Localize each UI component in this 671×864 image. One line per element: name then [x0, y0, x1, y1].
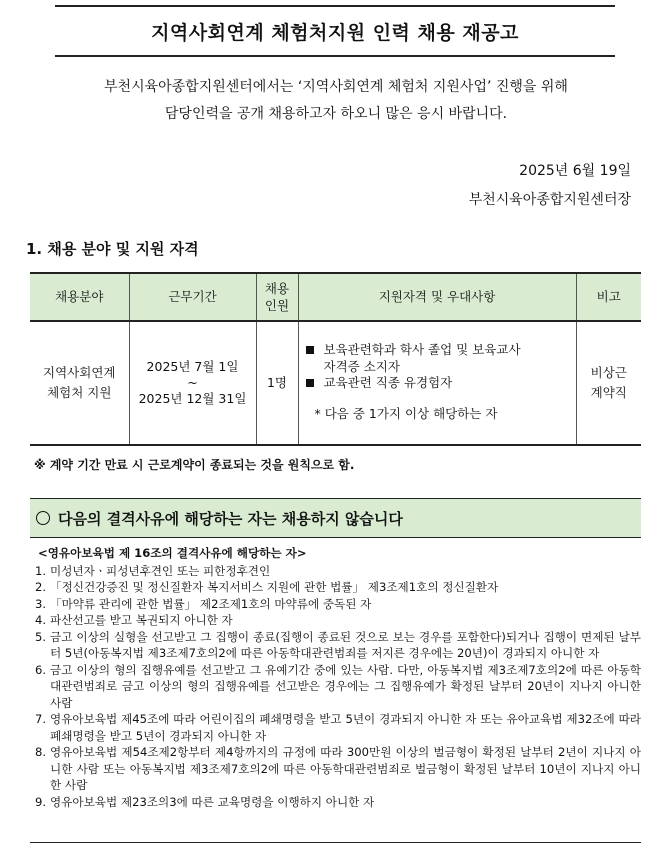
list-item: 4. 파산선고를 받고 복권되지 아니한 자	[34, 613, 233, 627]
qual1-line2: 자격증 소지자	[323, 358, 400, 374]
header-count	[256, 273, 298, 321]
remarks-line1: 비상근	[590, 365, 627, 380]
header-period: 근무기간	[129, 273, 256, 321]
intro-line-2: 담당인력을 공개 채용하고자 하오니 많은 응시 바랍니다.	[164, 106, 508, 122]
header-count-line1: 채용	[264, 280, 290, 296]
list-item: 3. 「마약류 관리에 관한 법률」 제2조제1호의 마약류에 중독된 자	[34, 596, 372, 611]
qualification-item	[305, 342, 568, 376]
qual1-line1: 보육관련학과 학사 졸업 및 보육교사	[323, 341, 521, 357]
page-title: 지역사회연계 체험처지원 인력 채용 재공고	[151, 21, 519, 44]
square-bullet-icon	[306, 346, 314, 354]
cell-field	[30, 321, 129, 445]
intro-line-1: 부천시육아종합지원센터에서는 ‘지역사회연계 체험처 지원사업’ 진행을 위해	[104, 79, 568, 95]
cell-qualification	[298, 321, 576, 445]
field-line2: 체험처 지원	[47, 385, 112, 400]
list-item: 2. 「정신건강증진 및 정신질환자 복지서비스 지원에 관한 법률」 제3조제1호의 정신질환자	[34, 580, 499, 594]
header-qualification: 지원자격 및 우대사항	[298, 273, 576, 321]
announcement-date: 2025년 6월 19일	[519, 163, 631, 179]
header-field: 채용분야	[30, 273, 129, 321]
section2-title: 다음의 결격사유에 해당하는 자는 채용하지 않습니다	[58, 509, 403, 528]
organization-name: 부천시육아종합지원센터장	[468, 192, 631, 208]
list-item: 6. 금고 이상의 형의 집행유예를 선고받고 그 유예기간 중에 있는 사람. 다만, 아동복지법 제3조제7호의2에 따른 아동학대관련범죄로 금고 이상의 형의 집행유예를 선고받은 경우에는 그 집행유예가 확정된 날부터 20년이 지나지 아니한 사람	[34, 662, 641, 710]
list-item: 9. 영유아보육법 제23조의3에 따른 교육명령을 이행하지 아니한 자	[34, 794, 375, 809]
contract-note: ※ 계약 기간 만료 시 근로계약이 종료되는 것을 원칙으로 함.	[34, 458, 355, 472]
table-row	[30, 321, 641, 445]
list-item: 7. 영유아보육법 제45조에 따라 어린이집의 폐쇄명령을 받고 5년이 경과되지 아니한 자 또는 유아교육법 제32조에 따라 폐쇄명령을 받고 5년이 경과되지 아니한 자	[34, 712, 641, 743]
qualification-note: * 다음 중 1가지 이상 해당하는 자	[314, 406, 498, 422]
bottom-divider	[30, 842, 641, 843]
period-start: 2025년 7월 1일	[146, 358, 239, 374]
list-item: 1. 미성년자ㆍ피성년후견인 또는 피한정후견인	[34, 563, 271, 578]
period-separator: ~	[187, 374, 198, 390]
disqualification-list	[30, 545, 641, 810]
square-bullet-icon	[306, 379, 314, 387]
list-item: 5. 금고 이상의 실형을 선고받고 그 집행이 종료(집행이 종료된 것으로 보는 경우를 포함한다)되거나 집행이 면제된 날부터 5년(아동복지법 제3조제7호의2에 따른 아동학대관련범죄를 저지른 경우에는 20년)이 경과되지 아니한 자	[34, 629, 641, 660]
cell-remarks	[576, 321, 641, 445]
disqualification-heading: <영유아보육법 제 16조의 결격사유에 해당하는 자>	[38, 546, 307, 560]
remarks-line2: 계약직	[590, 385, 627, 400]
list-item: 8. 영유아보육법 제54조제2항부터 제4항까지의 규정에 따라 300만원 이상의 벌금형이 확정된 날부터 2년이 지나지 아니한 사람 또는 아동복지법 제3조제7호의2에 따른 아동학대관련범죄로 벌금형이 확정된 날부터 10년이 지나지 아니한 사람	[34, 745, 641, 792]
qualification-item	[305, 375, 568, 392]
title-box	[55, 5, 615, 57]
cell-period	[129, 321, 256, 445]
header-count-line2: 인원	[264, 298, 290, 313]
field-line1: 지역사회연계	[43, 365, 116, 380]
period-end: 2025년 12월 31일	[138, 391, 247, 407]
table-header-row	[30, 273, 641, 321]
cell-count: 1명	[256, 321, 298, 445]
section1-title: 1. 채용 분야 및 지원 자격	[26, 240, 199, 258]
section2-banner	[30, 498, 641, 538]
recruitment-table	[30, 272, 641, 446]
qual2: 교육관련 직종 유경험자	[323, 375, 453, 391]
circle-icon	[36, 511, 50, 525]
header-remarks: 비고	[576, 273, 641, 321]
